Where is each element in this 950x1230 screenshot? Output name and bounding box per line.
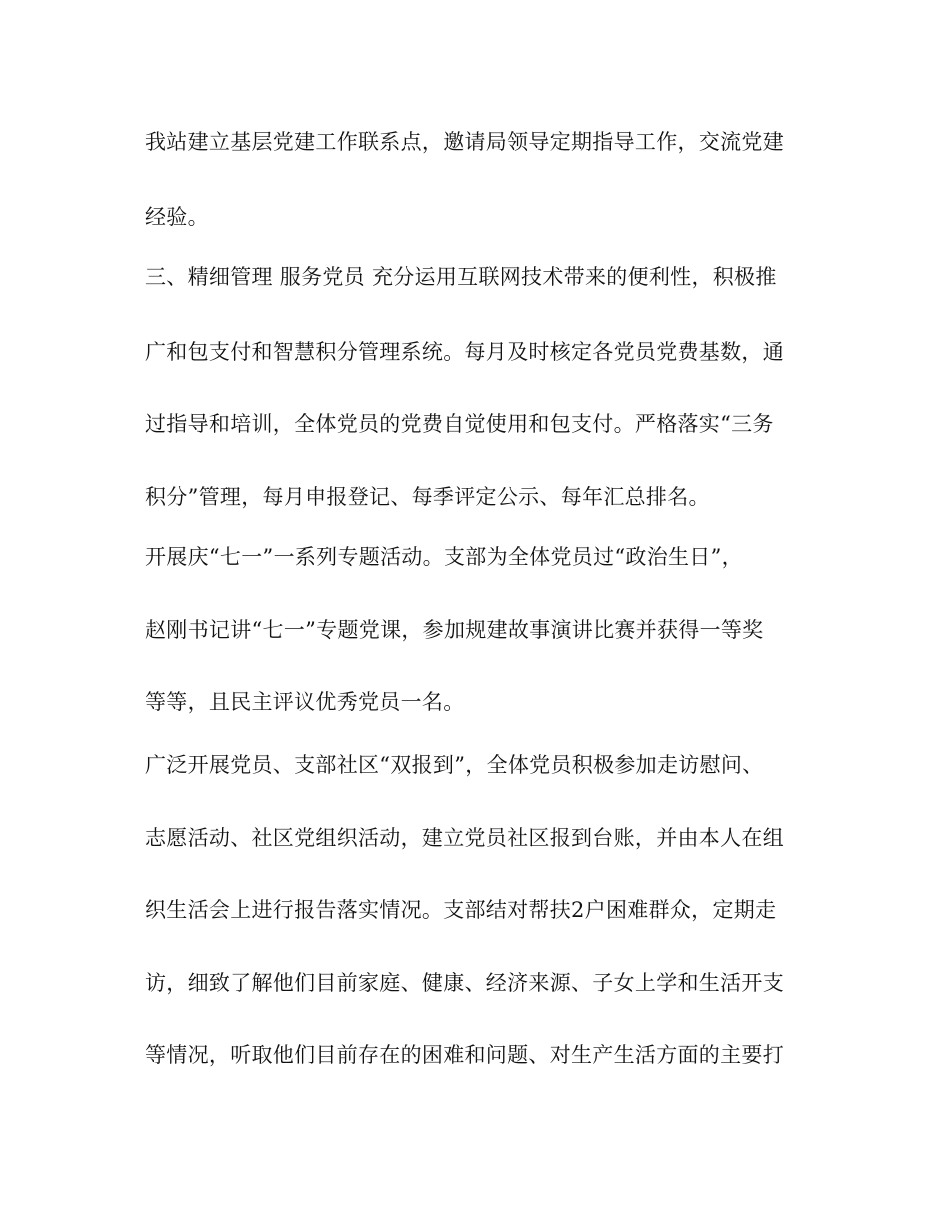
paragraph-line: 过指导和培训，全体党员的党费自觉使用和包支付。严格落实“三务 xyxy=(145,412,774,436)
paragraph-line: 我站建立基层党建工作联系点，邀请局领导定期指导工作，交流党建 xyxy=(145,130,784,154)
paragraph-line: 赵刚书记讲“七一”专题党课，参加规建故事演讲比赛并获得一等奖 xyxy=(145,618,764,642)
paragraph-line: 开展庆“七一”一系列专题活动。支部为全体党员过“政治生日”， xyxy=(145,545,743,569)
paragraph-line: 志愿活动、社区党组织活动，建立党员社区报到台账，并由本人在组 xyxy=(145,826,784,850)
paragraph-line: 经验。 xyxy=(145,205,209,229)
paragraph-line: 访，细致了解他们目前家庭、健康、经济来源、子女上学和生活开支 xyxy=(145,971,784,995)
paragraph-line: 等等，且民主评议优秀党员一名。 xyxy=(145,690,465,714)
paragraph-line: 积分”管理，每月申报登记、每季评定公示、每年汇总排名。 xyxy=(145,485,710,509)
paragraph-line: 织生活会上进行报告落实情况。支部结对帮扶2户困难群众，定期走 xyxy=(145,898,777,922)
paragraph-line: 三、精细管理 服务党员 充分运用互联网技术带来的便利性，积极推 xyxy=(145,265,777,289)
paragraph-line: 等情况，听取他们目前存在的困难和问题、对生产生活方面的主要打 xyxy=(145,1043,784,1067)
paragraph-line: 广和包支付和智慧积分管理系统。每月及时核定各党员党费基数，通 xyxy=(145,340,784,364)
paragraph-line: 广泛开展党员、支部社区“双报到”，全体党员积极参加走访慰问、 xyxy=(145,753,764,777)
